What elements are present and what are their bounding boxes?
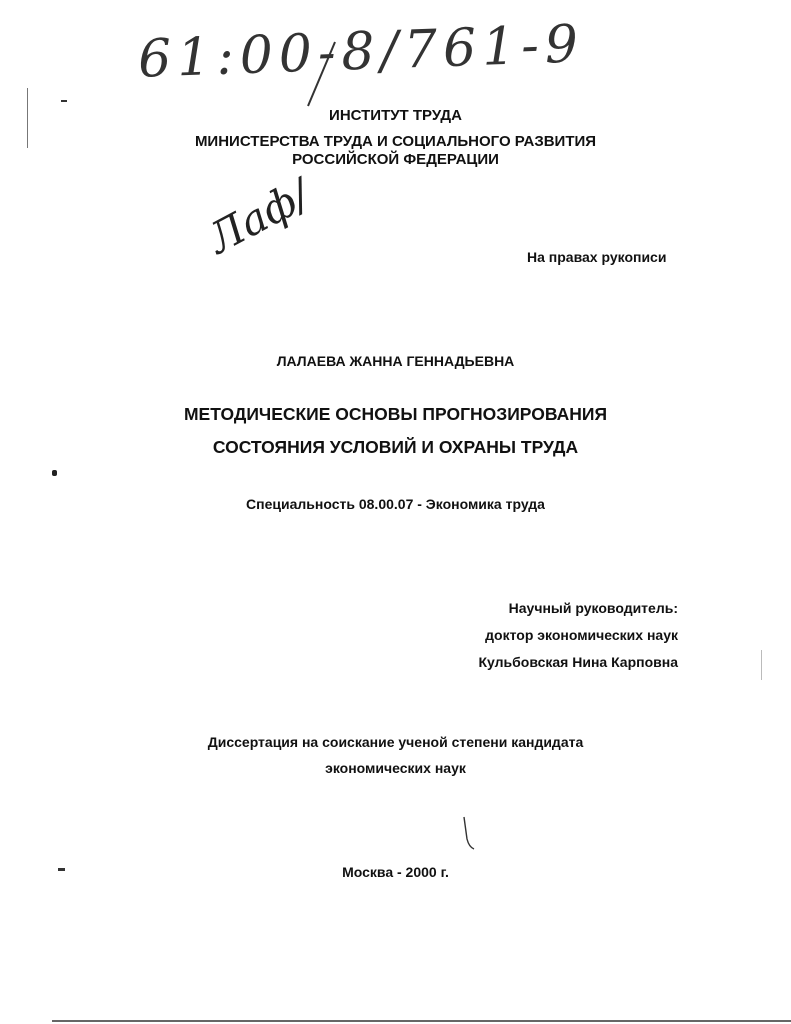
institute-name: ИНСТИТУТ ТРУДА	[329, 107, 462, 124]
degree-line2: экономических наук	[325, 760, 466, 776]
supervisor-label: Научный руководитель:	[508, 600, 678, 616]
scan-artifact-left-top	[27, 88, 28, 148]
rights-note: На правах рукописи	[527, 249, 667, 265]
handwritten-slash-stroke	[300, 40, 340, 110]
handwritten-catalog-number: 61:00-8/761-9	[137, 14, 585, 90]
ministry-name-line2: РОССИЙСКОЙ ФЕДЕРАЦИИ	[292, 151, 499, 168]
author-name: ЛАЛАЕВА ЖАННА ГЕННАДЬЕВНА	[276, 353, 515, 369]
stray-ink-mark	[462, 815, 476, 851]
supervisor-degree: доктор экономических наук	[485, 627, 678, 643]
scan-artifact-right-edge	[761, 650, 762, 680]
dissertation-title-line2: СОСТОЯНИЯ УСЛОВИЙ И ОХРАНЫ ТРУДА	[212, 437, 579, 457]
ministry-name-line1: МИНИСТЕРСТВА ТРУДА И СОЦИАЛЬНОГО РАЗВИТИЯ	[194, 133, 597, 150]
degree-line1: Диссертация на соискание ученой степени кандидата	[207, 734, 584, 750]
dissertation-title-line1: МЕТОДИЧЕСКИЕ ОСНОВЫ ПРОГНОЗИРОВАНИЯ	[183, 404, 608, 424]
handwritten-initials: Лаф/	[200, 169, 318, 264]
scan-bottom-edge	[52, 1020, 791, 1022]
city-year: Москва - 2000 г.	[342, 864, 449, 880]
specialty: Специальность 08.00.07 - Экономика труда	[246, 496, 545, 512]
scan-artifact-dot-low	[58, 868, 65, 871]
supervisor-name: Кульбовская Нина Карповна	[478, 654, 678, 670]
scan-artifact-tick	[61, 100, 67, 102]
scan-artifact-dot-mid	[52, 470, 57, 476]
